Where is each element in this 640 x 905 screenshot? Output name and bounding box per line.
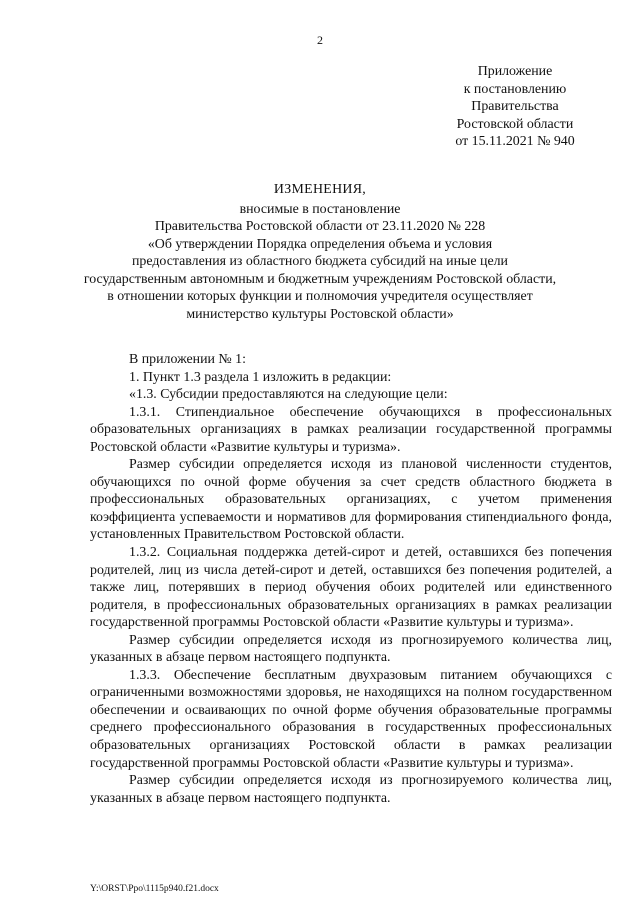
appendix-line: Правительства (471, 99, 559, 114)
changes-line: в отношении которых функции и полномочия учредителя осуществляет (107, 289, 533, 304)
appendix-line: к постановлению (463, 81, 567, 97)
paragraph: Размер субсидии определяется исходя из плановой численности студентов, обучающихся по очной форме обучения за счет средств областного бюджета в профессиональных образовательных организациях, с учетом применения коэффициента успеваемости и нормативов для формирования стипендиального фонда, установленных Правительством Ростовской области. (90, 457, 612, 543)
paragraph: В приложении № 1: (129, 352, 246, 367)
appendix-line: Приложение (477, 64, 553, 79)
paragraph: Размер субсидии определяется исходя из прогнозируемого количества лиц, указанных в абзаце первом настоящего подпункта. (90, 632, 612, 666)
changes-line: вносимые в постановление (239, 201, 401, 217)
paragraph: «1.3. Субсидии предоставляются на следующие цели: (129, 387, 448, 403)
appendix-line: от 15.11.2021 № 940 (455, 134, 575, 149)
paragraph: 1.3.1. Стипендиальное обеспечение обучающихся в профессиональных образовательных организациях в рамках реализации государственной программы Ростовской области «Развитие культуры и туризма». (90, 404, 612, 455)
changes-line: «Об утверждении Порядка определения объема и условия (147, 236, 493, 252)
paragraph: 1.3.3. Обеспечение бесплатным двухразовым питанием обучающихся с ограниченными возможностями здоровья, не находящихся на полном государственном обеспечении и осваивающих по очной форме обучения образовательные программы среднего профессионального образования в государственных профессиональных образовательных организациях Ростовской области в рамках реализации государственной программы Ростовской области «Развитие культуры и туризма». (90, 667, 612, 771)
changes-line: Правительства Ростовской области от 23.11.2020 № 228 (154, 219, 486, 234)
paragraph: 1. Пункт 1.3 раздела 1 изложить в редакции: (129, 369, 392, 385)
changes-line: государственным автономным и бюджетным учреждениям Ростовской области, (83, 271, 557, 287)
changes-line: министерство культуры Ростовской области» (186, 306, 454, 322)
appendix-header (440, 63, 590, 151)
page-number: 2 (317, 33, 323, 47)
changes-line: предоставления из областного бюджета субсидий на иные цели (132, 254, 508, 269)
changes-title: ИЗМЕНЕНИЯ, (273, 182, 367, 197)
appendix-line: Ростовской области (456, 116, 574, 132)
changes-heading (0, 181, 640, 323)
paragraph: Размер субсидии определяется исходя из прогнозируемого количества лиц, указанных в абзаце первом настоящего подпункта. (90, 773, 612, 806)
paragraph: 1.3.2. Социальная поддержка детей-сирот и детей, оставшихся без попечения родителей, лиц из числа детей-сирот и детей, оставшихся без попечения родителей, а также лиц, потерявших в период обучения обоих родителей или единственного родителя, в профессиональных образовательных организациях в рамках реализации государственной программы Ростовской области «Развитие культуры и туризма». (90, 545, 612, 631)
file-path-footer: Y:\ORST\Ppo\1115p940.f21.docx (90, 884, 219, 894)
document-body (90, 351, 612, 807)
